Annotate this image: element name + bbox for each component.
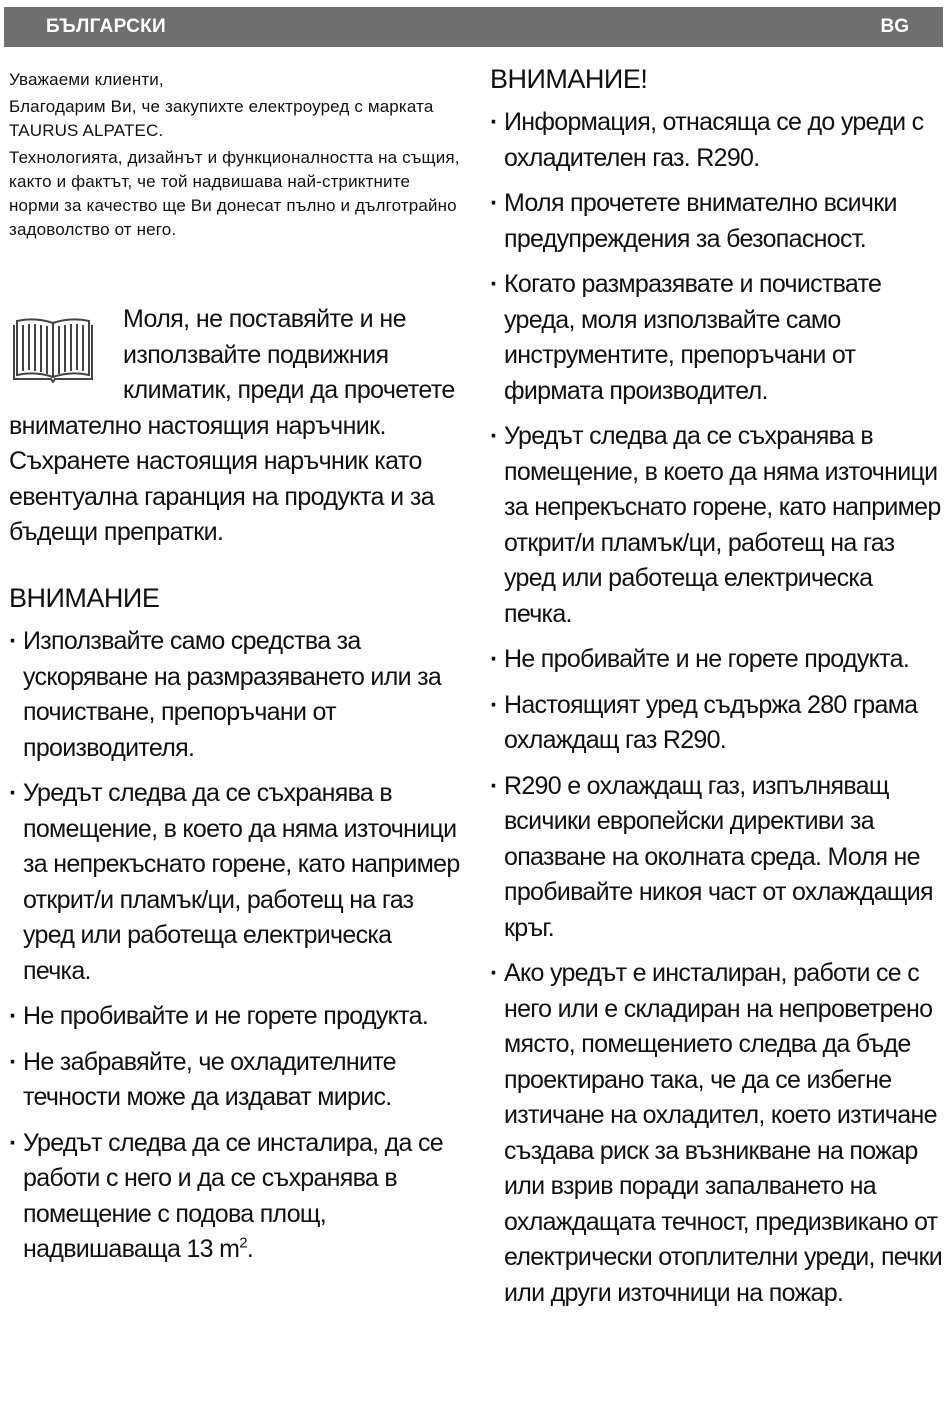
sentence-end: . bbox=[246, 1235, 254, 1263]
list-item: · Използвайте само средства за ускоряване на размразяването или за почистване, препоръчани от производителя. bbox=[9, 624, 464, 766]
list-item: · R290 е охлаждащ газ, изпълняващ всичики европейски директиви за опазване на околната среда. Моля не пробивайте никоя част от охлаждащия кръг. bbox=[490, 769, 942, 947]
warning-list-right bbox=[490, 105, 942, 1321]
list-item: · Ако уредът е инсталиран, работи се с него или е складиран на непроветрено място, помещението следва да бъде проектирано така, че да се избегне изтичане на охладител, което изтичане създава риск за възникване на пожар или взрив поради запалването на охлаждащата течност, предизвикано от електрически отоплителни уреди, печки или други източници на пожар. bbox=[490, 956, 942, 1311]
list-item: · Когато размразявате и почиствате уреда, моля използвайте само инструментите, препоръчани от фирмата производител. bbox=[490, 267, 942, 409]
list-item: · Уредът следва да се съхранява в помещение, в което да няма източници за непрекъснато горене, като например открит/и пламък/ци, работещ на газ уред или работеща електрическа печка. bbox=[490, 419, 942, 632]
greeting: Уважаеми клиенти, bbox=[9, 70, 164, 89]
page-header bbox=[4, 7, 943, 47]
warning-title-left: ВНИМАНИЕ bbox=[9, 583, 160, 613]
list-item bbox=[9, 1126, 464, 1268]
language-code: BG bbox=[880, 16, 909, 37]
list-item: · Настоящият уред съдържа 280 грама охлаждащ газ R290. bbox=[490, 688, 942, 759]
language-label: БЪЛГАРСКИ bbox=[46, 16, 166, 37]
floor-area-text: Уредът следва да се инсталира, да се работи с него и да се съхранява в помещение с подова площ, надвишаваща 13 m bbox=[23, 1128, 443, 1263]
list-item: · Уредът следва да се съхранява в помещение, в което да няма източници за непрекъснато горене, като например открит/и пламък/ци, работещ на газ уред или работеща електрическа печка. bbox=[9, 776, 464, 989]
list-item: · Информация, отнасяща се до уреди с охладителен газ. R290. bbox=[490, 105, 942, 176]
open-book-icon bbox=[11, 313, 95, 383]
warning-title-right: ВНИМАНИЕ! bbox=[490, 64, 648, 94]
technology-text: Технологията, дизайнът и функционалността на същия, както и фактът, че той надвишава най-стриктните норми за качество ще Ви донесат пълно и дълготрайно задоволство от него. bbox=[9, 148, 460, 239]
list-item: · Не пробивайте и не горете продукта. bbox=[490, 642, 942, 678]
list-item: · Моля прочетете внимателно всички предупреждения за безопасност. bbox=[490, 186, 942, 257]
warning-list-left bbox=[9, 624, 464, 1278]
manual-notice-text: Моля, не поставяйте и не използвайте подвижния климатик, преди да прочетете внимателно настоящия наръчник. Съхранете настоящия наръчник като евентуална гаранция на продукта и за бъдещи препратки. bbox=[9, 305, 455, 546]
list-item: · Не пробивайте и не горете продукта. bbox=[9, 999, 464, 1035]
thanks-text: Благодарим Ви, че закупихте електроуред с марката TAURUS ALPATEC. bbox=[9, 97, 434, 140]
squared-superscript: 2 bbox=[239, 1234, 247, 1252]
intro-section bbox=[9, 68, 464, 245]
list-item: · Не забравяйте, че охладителните течности може да издават мирис. bbox=[9, 1045, 464, 1116]
